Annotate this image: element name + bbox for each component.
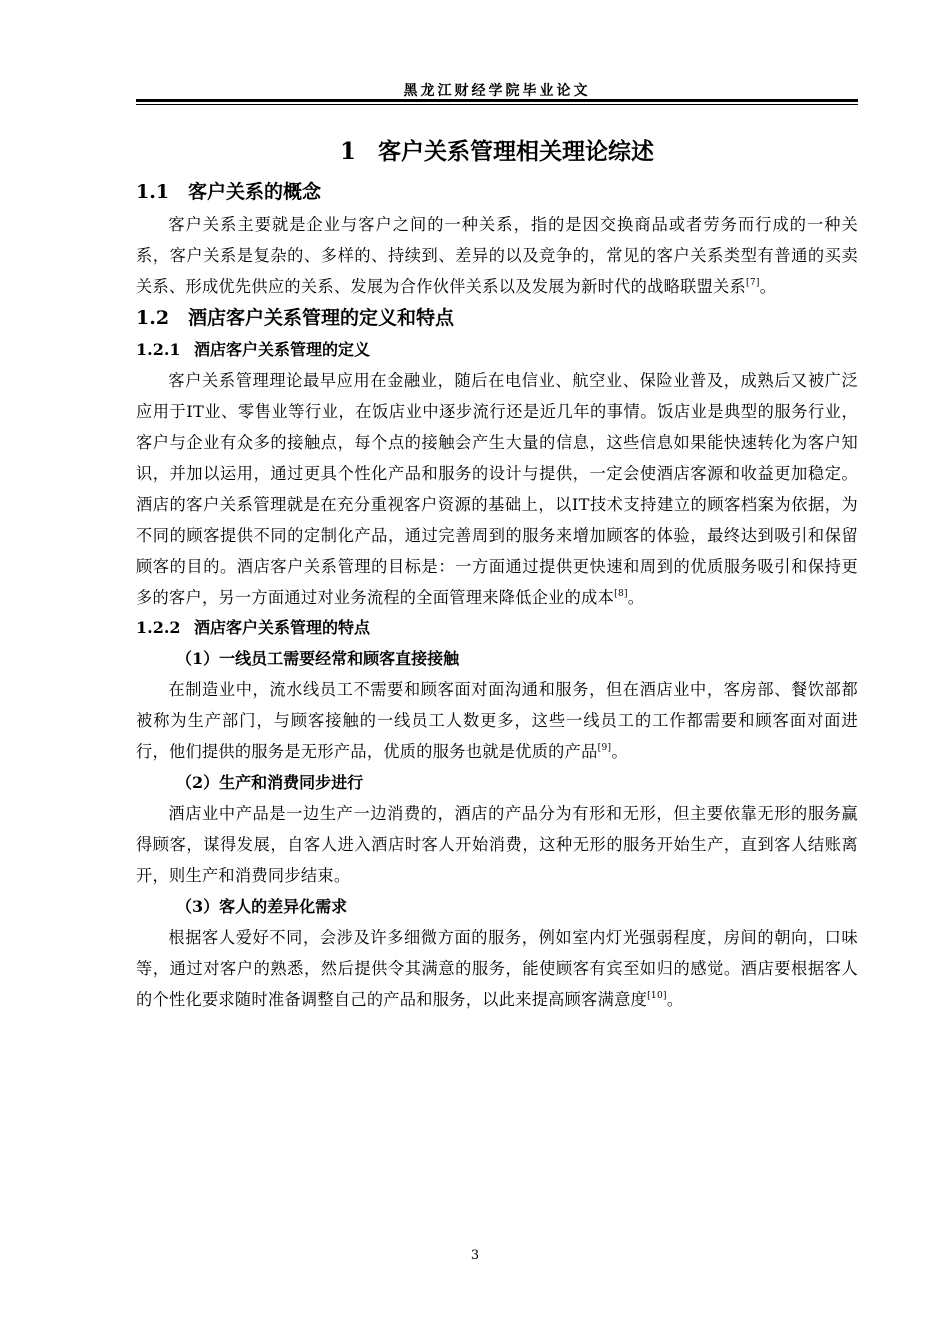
page-content xyxy=(136,128,858,1015)
citation: [7] xyxy=(746,278,760,288)
section-1-2-1-heading xyxy=(136,335,858,365)
citation: [8] xyxy=(614,589,628,599)
citation: [9] xyxy=(597,743,612,753)
header-rule-thin xyxy=(136,104,858,105)
section-number: 1.2 xyxy=(136,307,170,329)
header-rule-thick xyxy=(136,99,858,102)
section-1-1-heading xyxy=(136,176,858,209)
page-number: 3 xyxy=(470,1248,480,1263)
point-3-paragraph: 根据客人爱好不同，会涉及许多细微方面的服务，例如室内灯光强弱程度，房间的朝向，口味等，通过对客户的熟悉，然后提供令其满意的服务，能使顾客有宾至如归的感觉。酒店要根据客人的个性化要求随时准备调整自己的产品和服务，以此来提高顾客满意度[10]。 xyxy=(136,928,858,1009)
chapter-number: 1 xyxy=(339,138,356,165)
section-1-2-2-heading xyxy=(136,613,858,643)
subsection-number: 1.2.1 xyxy=(136,340,181,359)
section-1-1-paragraph: 客户关系主要就是企业与客户之间的一种关系，指的是因交换商品或者劳务而行成的一种关系，客户关系是复杂的、多样的、持续到、差异的以及竞争的，常见的客户关系类型有普通的买卖关系、形成优先供应的关系、发展为合作伙伴关系以及发展为新时代的战略联盟关系[7]。 xyxy=(136,215,858,296)
point-1-heading: （1）一线员工需要经常和顾客直接接触 xyxy=(176,649,460,668)
citation: [10] xyxy=(647,991,667,1001)
section-title: 酒店客户关系管理的定义和特点 xyxy=(188,307,455,329)
point-1-paragraph: 在制造业中，流水线员工不需要和顾客面对面沟通和服务，但在酒店业中，客房部、餐饮部都被称为生产部门，与顾客接触的一线员工人数更多，这些一线员工的工作都需要和顾客面对面进行，他们提供的服务是无形产品，优质的服务也就是优质的产品[9]。 xyxy=(136,680,858,761)
subsection-number: 1.2.2 xyxy=(136,618,181,637)
point-2-heading: （2）生产和消费同步进行 xyxy=(176,773,364,792)
chapter-heading xyxy=(136,128,858,176)
subsection-title: 酒店客户关系管理的特点 xyxy=(194,618,371,637)
section-1-2-1-paragraph: 客户关系管理理论最早应用在金融业，随后在电信业、航空业、保险业普及，成熟后又被广泛应用于IT业、零售业等行业，在饭店业中逐步流行还是近几年的事情。饭店业是典型的服务行业，客户与企业有众多的接触点，每个点的接触会产生大量的信息，这些信息如果能快速转化为客户知识，并加以运用，通过更具个性化产品和服务的设计与提供，一定会使酒店客源和收益更加稳定。酒店的客户关系管理就是在充分重视客户资源的基础上，以IT技术支持建立的顾客档案为依据，为不同的顾客提供不同的定制化产品，通过完善周到的服务来增加顾客的体验，最终达到吸引和保留顾客的目的。酒店客户关系管理的目标是：一方面通过提供更快速和周到的优质服务吸引和保持更多的客户，另一方面通过对业务流程的全面管理来降低企业的成本[8]。 xyxy=(136,371,858,607)
subsection-title: 酒店客户关系管理的定义 xyxy=(194,340,371,359)
point-2-paragraph: 酒店业中产品是一边生产一边消费的，酒店的产品分为有形和无形，但主要依靠无形的服务赢得顾客，谋得发展，自客人进入酒店时客人开始消费，这种无形的服务开始生产，直到客人结账离开，则生产和消费同步结束。 xyxy=(136,804,858,885)
section-number: 1.1 xyxy=(136,181,170,203)
section-1-2-heading xyxy=(136,302,858,335)
section-title: 客户关系的概念 xyxy=(188,181,322,203)
chapter-title: 客户关系管理相关理论综述 xyxy=(378,138,654,165)
running-header: 黑龙江财经学院毕业论文 xyxy=(403,83,591,99)
point-3-heading: （3）客人的差异化需求 xyxy=(176,897,348,916)
